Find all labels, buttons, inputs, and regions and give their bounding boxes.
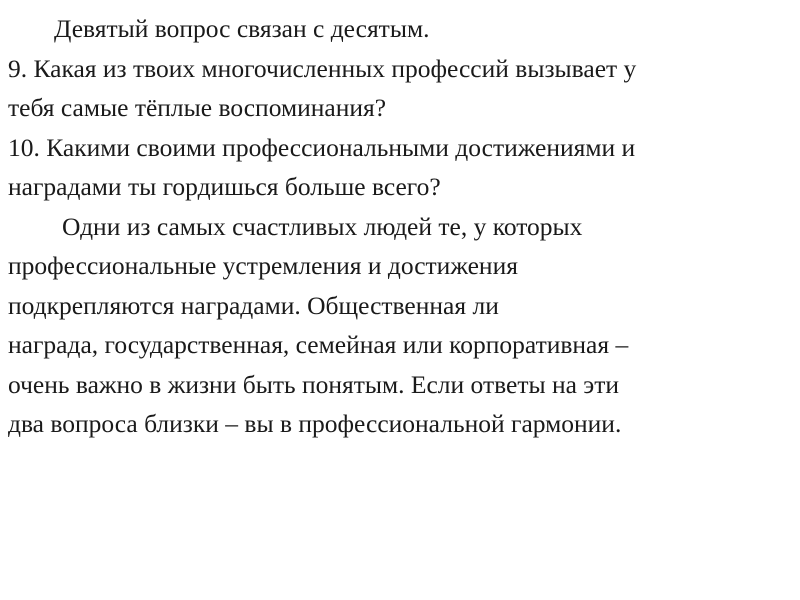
question-9-line-2: тебя самые тёплые воспоминания? <box>8 93 387 122</box>
question-9-line-1: 9. Какая из твоих многочисленных профессий вызывает у <box>8 53 637 83</box>
document-text <box>8 9 792 444</box>
paragraph-line-3: подкрепляются наградами. Общественная ли <box>8 290 499 320</box>
paragraph-line-1: Одни из самых счастливых людей те, у которых <box>62 211 583 241</box>
question-10-line-2: наградами ты гордишься больше всего? <box>8 172 441 201</box>
paragraph-line-2: профессиональные устремления и достижения <box>8 251 518 280</box>
question-10-line-1: 10. Какими своими профессиональными достижениями и <box>8 132 636 162</box>
intro-line: Девятый вопрос связан с десятым. <box>54 14 430 43</box>
paragraph-line-4: награда, государственная, семейная или корпоративная – <box>8 330 629 359</box>
paragraph-line-6: два вопроса близки – вы в профессиональной гармонии. <box>8 409 622 438</box>
paragraph-line-5: очень важно в жизни быть понятым. Если ответы на эти <box>8 369 620 399</box>
